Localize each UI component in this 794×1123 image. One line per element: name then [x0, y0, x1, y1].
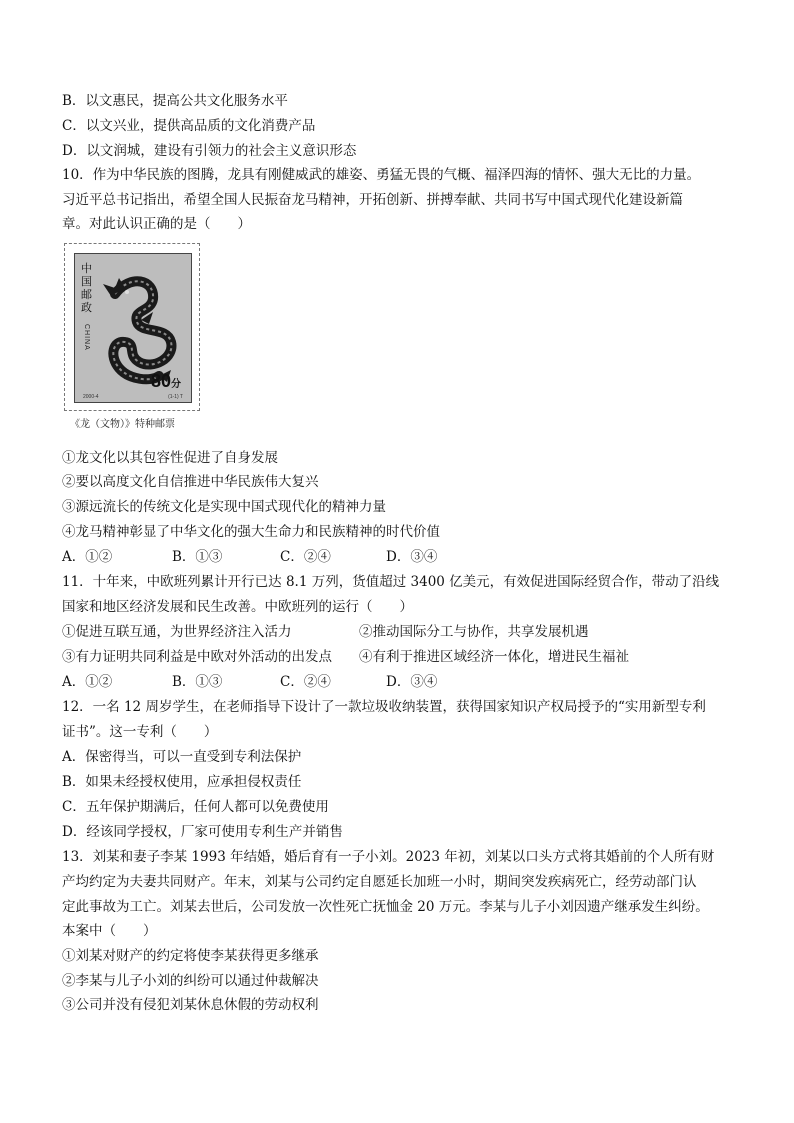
q12-option-d: D．经该同学授权，厂家可使用专利生产并销售 [62, 824, 343, 840]
q13-item-1: ①刘某对财产的约定将使李某获得更多继承 [62, 948, 319, 964]
q13-stem-line4: 本案中（ ） [62, 923, 157, 939]
q11-option-b: B．①③ [172, 674, 223, 690]
q11-item-2: ②推动国际分工与协作，共享发展机遇 [359, 624, 589, 640]
q13-stem-line2: 产均约定为夫妻共同财产。年末，刘某与公司约定自愿延长加班一小时，期间突发疾病死亡，经劳动部门认 [62, 874, 697, 890]
q10-option-a: A．①② [62, 549, 113, 565]
stamp-border [64, 243, 200, 411]
q11-option-d: D．③④ [386, 674, 438, 690]
q11-item-1: ①促进互联互通，为世界经济注入活力 [62, 624, 292, 640]
q10-item-3: ③源远流长的传统文化是实现中国式现代化的精神力量 [62, 499, 386, 515]
q11-option-a: A．①② [62, 674, 113, 690]
q11-stem-line2: 国家和地区经济发展和民生改善。中欧班列的运行（ ） [62, 599, 413, 615]
q10-stem-line2: 习近平总书记指出，希望全国人民振奋龙马精神，开拓创新、拼搏奉献、共同书写中国式现代化建设新篇 [62, 192, 683, 208]
q10-stem-line3: 章。对此认识正确的是（ ） [62, 216, 251, 232]
option-d: D．以文润城，建设有引领力的社会主义意识形态 [62, 143, 357, 159]
q10-item-1: ①龙文化以其包容性促进了自身发展 [62, 450, 278, 466]
q13-stem-line3: 定此事故为工亡。刘某去世后，公司发放一次性死亡抚恤金 20 万元。李某与儿子小刘因遗产继承发生纠纷。 [62, 899, 709, 915]
stamp-issuer-text: 中国邮政 [81, 262, 92, 314]
option-b: B．以文惠民，提高公共文化服务水平 [62, 93, 288, 109]
q13-stem-line1: 13．刘某和妻子李某 1993 年结婚，婚后育有一子小刘。2023 年初，刘某以口头方式将其婚前的个人所有财 [62, 849, 715, 865]
q13-item-3: ③公司并没有侵犯刘某休息休假的劳动权利 [62, 997, 319, 1013]
stamp-caption: 《龙（文物）》特种邮票 [70, 419, 175, 430]
q11-option-c: C．②④ [280, 674, 331, 690]
option-c: C．以文兴业，提供高品质的文化消费产品 [62, 118, 316, 134]
q12-option-c: C．五年保护期满后，任何人都可以免费使用 [62, 799, 329, 815]
q10-stem-line1: 10．作为中华民族的图腾，龙具有刚健威武的雄姿、勇猛无畏的气概、福泽四海的情怀、强大无比的力量。 [62, 167, 701, 183]
q10-item-2: ②要以高度文化自信推进中华民族伟大复兴 [62, 474, 319, 490]
q12-stem-line1: 12．一名 12 周岁学生，在老师指导下设计了一款垃圾收纳装置，获得国家知识产权局授予的“实用新型专利 [62, 699, 706, 715]
stamp-code-right: (1-1) T [168, 394, 183, 400]
dragon-stamp-figure [62, 243, 202, 433]
q12-option-a: A．保密得当，可以一直受到专利法保护 [62, 749, 302, 765]
q12-stem-line2: 证书”。这一专利（ ） [62, 724, 218, 740]
q11-stem-line1: 11．十年来，中欧班列累计开行已达 8.1 万列，货值超过 3400 亿美元，有效促进国际经贸合作，带动了沿线 [62, 574, 720, 590]
q10-option-b: B．①③ [172, 549, 223, 565]
q10-item-4: ④龙马精神彰显了中华文化的强大生命力和民族精神的时代价值 [62, 524, 440, 540]
stamp-image [74, 253, 192, 403]
q10-option-d: D．③④ [386, 549, 438, 565]
q11-item-4: ④有利于推进区域经济一体化，增进民生福祉 [359, 649, 629, 665]
q10-option-c: C．②④ [280, 549, 331, 565]
stamp-china-text: CHINA [83, 324, 90, 351]
q11-item-3: ③有力证明共同利益是中欧对外活动的出发点 [62, 649, 332, 665]
stamp-denomination: 80分 [150, 371, 181, 391]
stamp-code-left: 2000-4 [83, 394, 99, 400]
q13-item-2: ②李某与儿子小刘的纠纷可以通过仲裁解决 [62, 973, 319, 989]
q12-option-b: B．如果未经授权使用，应承担侵权责任 [62, 774, 302, 790]
